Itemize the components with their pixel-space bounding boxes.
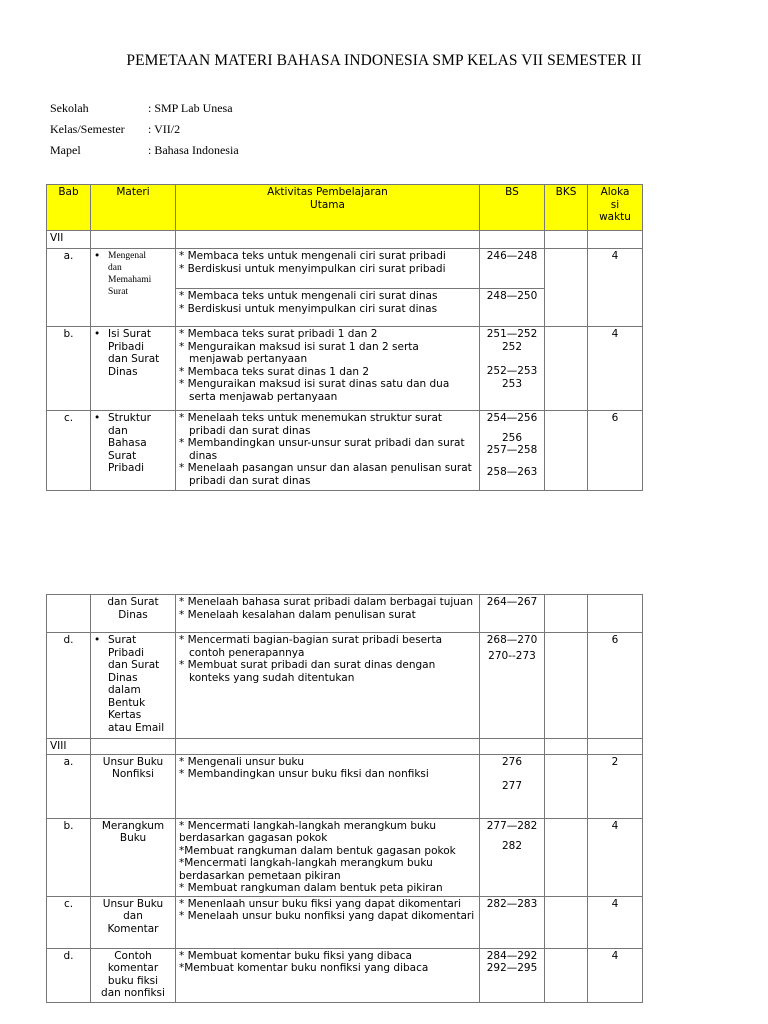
table-row: a. • Mengenal dan Memahami Surat * Membaca teks untuk mengenali ciri surat pribadi * Berdiskusi untuk menyimpulkan ciri surat pribadi 246—248 4 xyxy=(47,249,643,289)
table-row: dan Surat Dinas * Menelaah bahasa surat pribadi dalam berbagai tujuan * Menelaah kesalahan dalam penulisan surat 264—267 xyxy=(47,595,643,633)
table-row: a. Unsur Buku Nonfiksi * Mengenali unsur buku * Membandingkan unsur buku fiksi dan nonfiksi 276 277 2 xyxy=(47,754,643,818)
header-bab: Bab xyxy=(47,185,91,231)
table-row: d. Contoh komentar buku fiksi dan nonfiksi * Membuat komentar buku fiksi yang dibaca *Membuat komentar buku nonfiksi yang dibaca 284—292 292—295 4 xyxy=(47,948,643,1002)
chapter-row-vii: VII xyxy=(47,231,643,249)
table-row: c. Unsur Buku dan Komentar * Menenlaah unsur buku fiksi yang dapat dikomentari * Menelaah unsur buku nonfiksi yang dapat dikomentari 282—283 4 xyxy=(47,896,643,948)
table-row: * Membaca teks untuk mengenali ciri surat dinas * Berdiskusi untuk menyimpulkan ciri surat dinas 248—250 xyxy=(47,289,643,327)
table-row: b. • Isi Surat Pribadi dan Surat Dinas * Membaca teks surat pribadi 1 dan 2 * Menguraikan maksud isi surat 1 dan 2 serta menjawab pertanyaan * Membaca teks surat dinas 1 dan 2 * Menguraikan maksud isi surat dinas satu dan dua serta menjawab pertanyaan 251—252 252 252—253 253 4 xyxy=(47,327,643,411)
page-title: PEMETAAN MATERI BAHASA INDONESIA SMP KELAS VII SEMESTER II xyxy=(126,52,642,69)
header-aktivitas: Aktivitas Pembelajaran Utama xyxy=(176,185,480,231)
materi-table-part-1 xyxy=(46,184,643,491)
materi-table-part-2 xyxy=(46,594,643,1003)
list-item: • Surat Pribadi dan Surat Dinas dalam Bentuk Kertas atau Email xyxy=(94,634,165,734)
list-item: • Isi Surat Pribadi dan Surat Dinas xyxy=(94,328,160,378)
header-bs: BS xyxy=(480,185,545,231)
chapter-row-viii: VIII xyxy=(47,739,643,755)
list-item: • Mengenal dan Memahami Surat xyxy=(94,250,152,297)
list-item: • Struktur dan Bahasa Surat Pribadi xyxy=(94,412,151,474)
header-alokasi: Aloka si waktu xyxy=(588,185,643,231)
table-row: b. Merangkum Buku * Mencermati langkah-langkah merangkum buku berdasarkan gagasan pokok *Membuat rangkuman dalam bentuk gagasan pokok *Mencermati langkah-langkah merangkum buku berdasarkan pemetaan pikiran * Membuat rangkuman dalam bentuk peta pikiran 277—282 282 4 xyxy=(47,818,643,896)
header-materi: Materi xyxy=(91,185,176,231)
table-row: d. • Surat Pribadi dan Surat Dinas dalam Bentuk Kertas atau Email * Mencermati bagian-bagian surat pribadi beserta contoh penerapannya * Membuat surat pribadi dan surat dinas dengan konteks yang sudah ditentukan 268—270 270--273 6 xyxy=(47,633,643,739)
header-bks: BKS xyxy=(545,185,588,231)
table-row: c. • Struktur dan Bahasa Surat Pribadi * Menelaah teks untuk menemukan struktur surat pribadi dan surat dinas * Membandingkan unsur-unsur surat pribadi dan surat dinas * Menelaah pasangan unsur dan alasan penulisan surat pribadi dan surat dinas 254—256 256 257—258 258—263 6 xyxy=(47,411,643,491)
header-row xyxy=(47,185,643,231)
